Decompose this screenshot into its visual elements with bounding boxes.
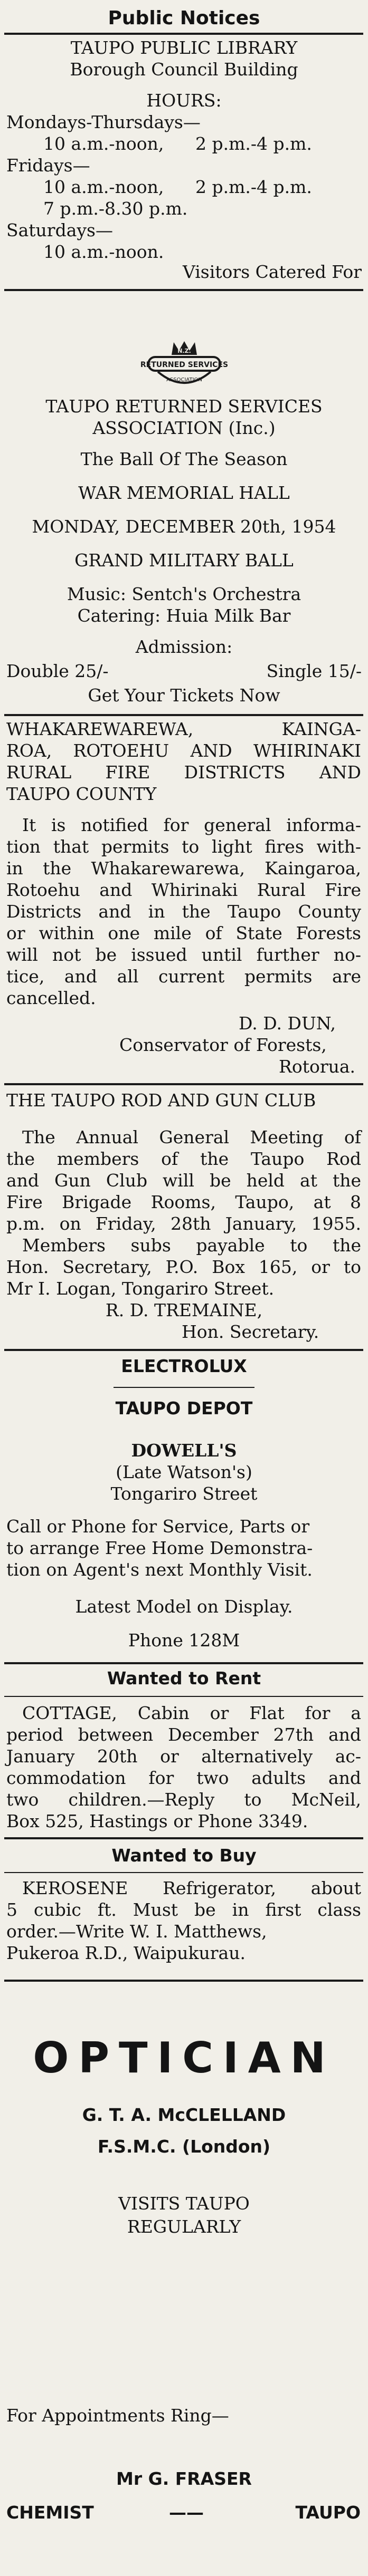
optician-dash: —— — [169, 2502, 204, 2523]
divider — [4, 1349, 363, 1351]
rodgun-body-7: Hon. Secretary, P.O. Box 165, or to — [6, 1257, 361, 1277]
rodgun-sig-title: Hon. Secretary. — [182, 1321, 319, 1342]
fire-body-7: will not be issued until further no- — [6, 944, 361, 965]
wanted-buy-body-2: 5 cubic ft. Must be in first class — [6, 1899, 361, 1920]
library-fri-afternoon: 2 p.m.-4 p.m. — [195, 177, 312, 197]
fire-heading-3: RURAL FIRE DISTRICTS AND — [6, 762, 361, 783]
fire-body-8: tice, and all current permits are — [6, 966, 361, 987]
rsa-emblem-icon — [140, 339, 229, 392]
divider — [4, 1980, 363, 1982]
fire-sig-name: D. D. DUN, — [239, 1013, 336, 1034]
fire-body-3: in the Whakarewarewa, Kaingaroa, — [6, 858, 361, 879]
library-visitors: Visitors Catered For — [183, 262, 362, 282]
fire-body-9: cancelled. — [6, 988, 96, 1008]
fire-sig-place: Rotorua. — [279, 1056, 356, 1077]
optician-regularly: REGULARLY — [127, 2216, 241, 2237]
library-fri-label: Fridays— — [6, 155, 90, 176]
rodgun-title: THE TAUPO ROD AND GUN CLUB — [6, 1090, 316, 1111]
fire-body-1: It is notified for general informa- — [22, 815, 361, 835]
wanted-buy-body-3: order.—Write W. I. Matthews, — [6, 1921, 267, 1942]
wanted-rent-body-4: commodation for two adults and — [6, 1768, 361, 1788]
divider — [4, 33, 363, 35]
wanted-buy-title: Wanted to Buy — [111, 1845, 257, 1866]
wanted-rent-body-6: Box 525, Hastings or Phone 3349. — [6, 1811, 308, 1831]
rsa-double: Double 25/- — [6, 661, 109, 681]
fire-body-4: Rotoehu and Whirinaki Rural Fire — [6, 880, 361, 900]
divider — [4, 1696, 363, 1697]
electrolux-store: DOWELL'S — [131, 1440, 237, 1461]
divider — [4, 1083, 363, 1085]
electrolux-body-3: tion on Agent's next Monthly Visit. — [6, 1559, 313, 1580]
fire-heading-1: WHAKAREWAREWA, KAINGA- — [6, 719, 361, 739]
electrolux-brand: ELECTROLUX — [121, 1356, 247, 1376]
electrolux-body-2: to arrange Free Home Demonstra- — [6, 1538, 313, 1558]
fire-heading-4: TAUPO COUNTY — [6, 784, 157, 804]
rsa-date: MONDAY, DECEMBER 20th, 1954 — [32, 516, 336, 537]
divider — [4, 1872, 363, 1873]
wanted-buy-body-1: KEROSENE Refrigerator, about — [22, 1878, 361, 1898]
electrolux-phone: Phone 128M — [128, 1630, 240, 1651]
fire-heading-2: ROA, ROTOEHU AND WHIRINAKI — [6, 740, 361, 761]
emblem-assoc: ASSOCIATION — [166, 377, 202, 383]
rsa-admission: Admission: — [135, 636, 233, 657]
optician-chemist: CHEMIST — [6, 2502, 94, 2523]
rodgun-body-5: p.m. on Friday, 28th January, 1955. — [6, 1213, 361, 1234]
emblem-nz: N.Z. — [177, 348, 191, 354]
divider — [4, 1662, 363, 1664]
wanted-rent-body-2: period between December 27th and — [6, 1724, 361, 1745]
wanted-rent-body-1: COTTAGE, Cabin or Flat for a — [22, 1703, 361, 1723]
rodgun-body-2: the members of the Taupo Rod — [6, 1149, 361, 1169]
library-location: Borough Council Building — [70, 59, 298, 80]
optician-visits: VISITS TAUPO — [118, 2193, 250, 2214]
library-mt-label: Mondays-Thursdays— — [6, 112, 201, 132]
optician-name: G. T. A. McCLELLAND — [82, 2105, 286, 2125]
rodgun-body-1: The Annual General Meeting of — [22, 1127, 361, 1147]
page-title: Public Notices — [108, 7, 260, 29]
library-mt-morning: 10 a.m.-noon, — [43, 133, 164, 154]
divider — [4, 289, 363, 291]
fire-body-6: or within one mile of State Forests — [6, 923, 361, 943]
rsa-ball: GRAND MILITARY BALL — [74, 550, 294, 571]
wanted-rent-body-5: two children.—Reply to McNeil, — [6, 1789, 361, 1810]
library-title: TAUPO PUBLIC LIBRARY — [70, 37, 298, 58]
wanted-rent-body-3: January 20th or alternatively ac- — [6, 1746, 361, 1767]
fire-body-5: Districts and in the Taupo County — [6, 901, 361, 922]
electrolux-latest: Latest Model on Display. — [75, 1596, 293, 1617]
wanted-buy-body-4: Pukeroa R.D., Waipukurau. — [6, 1943, 246, 1963]
rodgun-body-8: Mr I. Logan, Tongariro Street. — [6, 1278, 275, 1299]
optician-town: TAUPO — [295, 2502, 361, 2523]
library-fri-evening: 7 p.m.-8.30 p.m. — [43, 198, 188, 219]
optician-title: OPTICIAN — [33, 2033, 335, 2082]
emblem-text: RETURNED SERVICES — [140, 361, 229, 369]
divider — [4, 714, 363, 716]
library-mt-afternoon: 2 p.m.-4 p.m. — [195, 133, 312, 154]
electrolux-body-1: Call or Phone for Service, Parts or — [6, 1516, 310, 1537]
library-sat-label: Saturdays— — [6, 220, 113, 240]
optician-contact: Mr G. FRASER — [116, 2468, 252, 2489]
rsa-venue: WAR MEMORIAL HALL — [78, 483, 290, 503]
wanted-rent-title: Wanted to Rent — [107, 1668, 261, 1689]
rsa-tickets: Get Your Tickets Now — [88, 685, 280, 706]
optician-quals: F.S.M.C. (London) — [97, 2136, 271, 2157]
library-hours-label: HOURS: — [146, 90, 222, 111]
divider — [4, 1837, 363, 1839]
rsa-music: Music: Sentch's Orchestra — [67, 584, 301, 604]
fire-body-2: tion that permits to light fires with- — [6, 836, 361, 857]
rsa-single: Single 15/- — [266, 661, 362, 681]
fire-sig-title: Conservator of Forests, — [119, 1035, 327, 1055]
short-divider — [114, 1387, 254, 1388]
rsa-event: The Ball Of The Season — [80, 449, 288, 469]
rodgun-body-3: and Gun Club will be held at the — [6, 1170, 361, 1191]
electrolux-depot: TAUPO DEPOT — [115, 1398, 253, 1419]
library-fri-morning: 10 a.m.-noon, — [43, 177, 164, 197]
rodgun-sig-name: R. D. TREMAINE, — [105, 1300, 263, 1320]
rsa-catering: Catering: Huia Milk Bar — [77, 605, 291, 626]
optician-appointments: For Appointments Ring— — [6, 2405, 229, 2426]
electrolux-street: Tongariro Street — [110, 1483, 258, 1504]
rsa-line1: TAUPO RETURNED SERVICES — [45, 396, 323, 417]
rodgun-body-4: Fire Brigade Rooms, Taupo, at 8 — [6, 1192, 361, 1212]
electrolux-late: (Late Watson's) — [116, 1462, 252, 1482]
rsa-line2: ASSOCIATION (Inc.) — [92, 418, 276, 438]
library-sat-morning: 10 a.m.-noon. — [43, 242, 164, 262]
rodgun-body-6: Members subs payable to the — [22, 1235, 361, 1256]
